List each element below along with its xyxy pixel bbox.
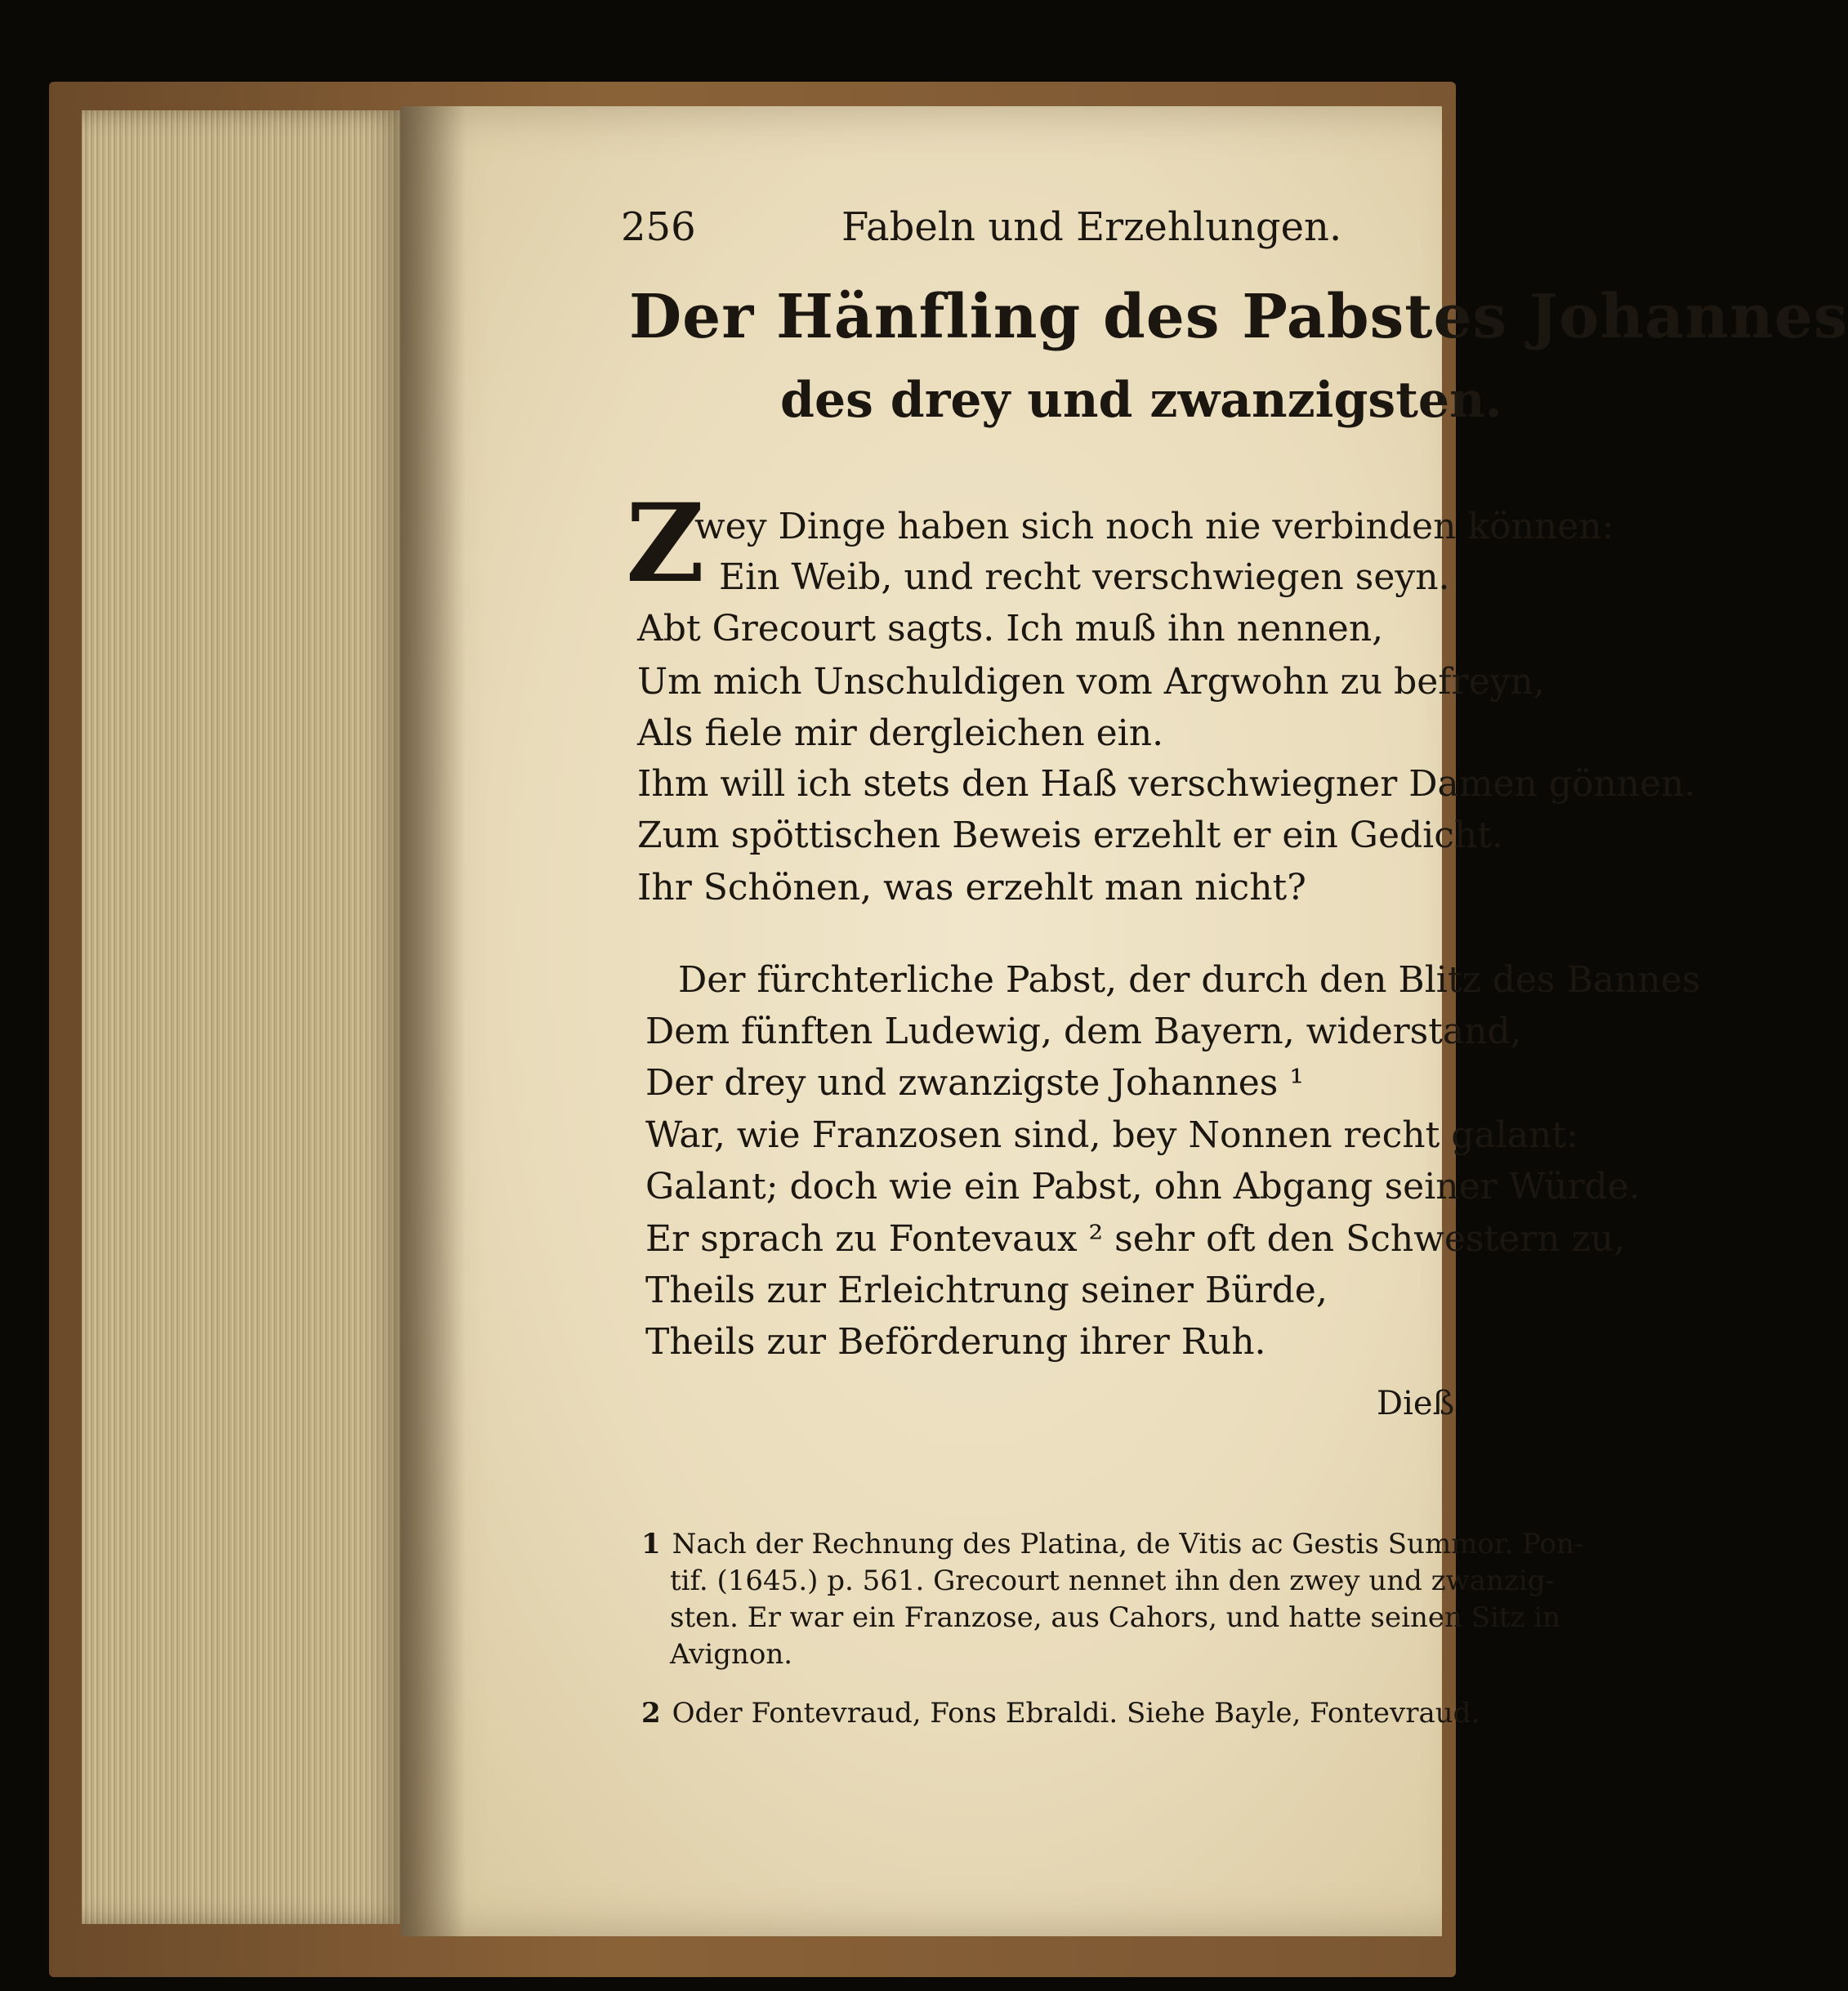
footnote-2 — [641, 1695, 1480, 1731]
running-title: Fabeln und Erzehlungen. — [841, 204, 1342, 250]
footnote-line: tif. (1645.) p. 561. Grecourt nennet ihn den zwey und zwanzig- — [670, 1565, 1555, 1597]
footnote-1 — [641, 1526, 1583, 1562]
footnote-text: Oder Fontevraud, Fons Ebraldi. Siehe Bayle, Fontevraud. — [672, 1697, 1480, 1730]
catchword: Dieß — [1377, 1385, 1455, 1422]
verse-line: Um mich Unschuldigen vom Argwohn zu befreyn, — [637, 661, 1545, 703]
verse-line: Theils zur Erleichtrung seiner Bürde, — [645, 1270, 1328, 1311]
verse-line: Ihr Schönen, was erzehlt man nicht? — [637, 867, 1306, 908]
poem-title-line2: des drey und zwanzigsten. — [780, 372, 1502, 429]
verse-line: Der drey und zwanzigste Johannes ¹ — [645, 1062, 1304, 1104]
gutter-shadow — [400, 106, 466, 1936]
verse-line: Abt Grecourt sagts. Ich muß ihn nennen, — [637, 608, 1384, 650]
footnote-marker: 1 — [641, 1528, 661, 1560]
verse-line: Er sprach zu Fontevaux ² sehr oft den Schwestern zu, — [645, 1218, 1626, 1260]
footnote-line: sten. Er war ein Franzose, aus Cahors, und hatte seinen Sitz in — [670, 1601, 1561, 1634]
verse-line: Galant; doch wie ein Pabst, ohn Abgang seiner Würde. — [645, 1166, 1640, 1208]
footnote-marker: 2 — [641, 1697, 661, 1730]
poem-title-line1: Der Hänfling des Pabstes Johannes — [629, 282, 1848, 352]
page-number: 256 — [621, 204, 696, 250]
footnote-line: Avignon. — [670, 1638, 793, 1671]
verse-line: Dem fünften Ludewig, dem Bayern, widerstand, — [645, 1011, 1522, 1052]
verse-line: wey Dinge haben sich noch nie verbinden können: — [694, 506, 1614, 547]
verse-line: Zum spöttischen Beweis erzehlt er ein Gedicht. — [637, 815, 1503, 856]
drop-capital: Z — [626, 480, 705, 607]
footnote-line: Nach der Rechnung des Platina, de Vitis ac Gestis Summor. Pon- — [672, 1528, 1584, 1560]
verse-line: War, wie Franzosen sind, bey Nonnen recht galant: — [645, 1114, 1578, 1156]
verse-line: Ihm will ich stets den Haß verschwiegner Damen gönnen. — [637, 763, 1696, 805]
verse-line: Der fürchterliche Pabst, der durch den Blitz des Bannes — [678, 959, 1701, 1001]
verse-line: Ein Weib, und recht verschwiegen seyn. — [719, 556, 1450, 598]
verse-line: Als fiele mir dergleichen ein. — [637, 712, 1164, 754]
page-edges — [82, 110, 408, 1924]
verse-line: Theils zur Beförderung ihrer Ruh. — [645, 1321, 1266, 1363]
